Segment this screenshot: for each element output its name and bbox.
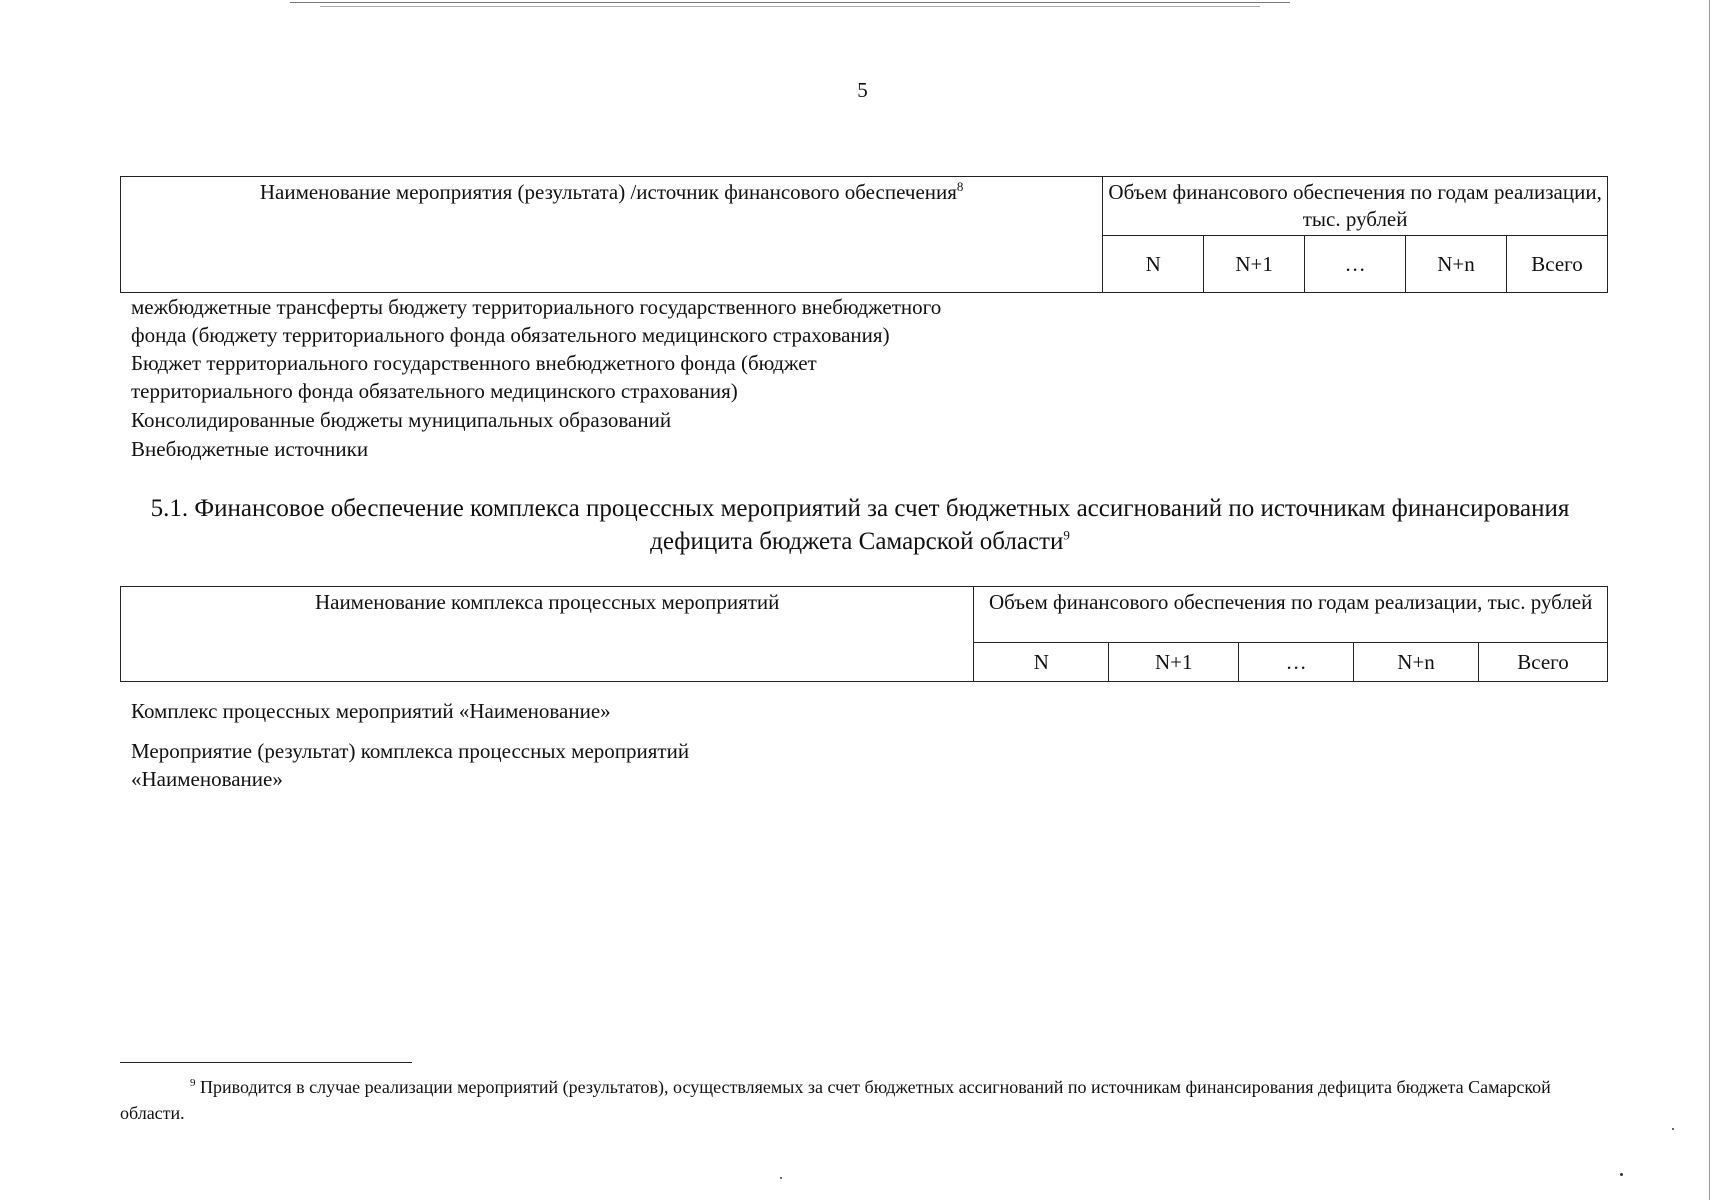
section-heading [140, 492, 1580, 558]
footnote-mark: 9 [1063, 527, 1070, 543]
column-header-year: N+1 [1204, 236, 1305, 293]
column-header-financing-volume: Объем финансового обеспечения по годам реализации, тыс. рублей [974, 587, 1608, 643]
list-item: территориального фонда обязательного медицинского страхования) [131, 379, 738, 403]
list-item: Внебюджетные источники [131, 437, 369, 461]
financing-sources-list [131, 293, 941, 463]
scan-speck [1620, 1173, 1623, 1176]
process-complex-financing-table-header [120, 586, 1608, 682]
column-header-year: N+n [1406, 236, 1507, 293]
list-item: фонда (бюджету территориального фонда обязательного медицинского страхования) [131, 323, 890, 347]
column-header-measure-name [121, 177, 1103, 293]
column-header-year: … [1239, 643, 1354, 682]
column-header-complex-name: Наименование комплекса процессных мероприятий [121, 587, 974, 682]
column-header-year: N+1 [1109, 643, 1239, 682]
header-name-text: Наименование мероприятия (результата) /источник финансового обеспечения [259, 180, 957, 204]
column-header-total: Всего [1506, 236, 1607, 293]
list-item: Консолидированные бюджеты муниципальных образований [131, 408, 672, 432]
scan-speck [1672, 1128, 1674, 1130]
footnote [120, 1074, 1610, 1126]
column-header-year: N+n [1354, 643, 1479, 682]
column-header-year: … [1305, 236, 1406, 293]
footnote-separator [120, 1062, 412, 1063]
section-title: 5.1. Финансовое обеспечение комплекса процессных мероприятий за счет бюджетных ассигнований по источникам финансирования дефицита бюджета Самарской области [150, 495, 1570, 555]
column-header-total: Всего [1479, 643, 1608, 682]
scan-page-edge [1709, 0, 1710, 1200]
scan-edge-line [320, 6, 1260, 7]
footnote-mark: 9 [190, 1077, 196, 1089]
column-header-financing-volume: Объем финансового обеспечения по годам реализации, тыс. рублей [1103, 177, 1608, 236]
scan-speck [780, 1177, 782, 1179]
financing-sources-table-header [120, 176, 1608, 293]
column-header-year: N [1103, 236, 1204, 293]
list-item: «Наименование» [131, 767, 283, 791]
list-item: Комплекс процессных мероприятий «Наименование» [131, 699, 611, 723]
list-item: межбюджетные трансферты бюджету территориального государственного внебюджетного [131, 295, 942, 319]
footnote-text: Приводится в случае реализации мероприятий (результатов), осуществляемых за счет бюджетных ассигнований по источникам финансирования дефицита бюджета Самарской области. [120, 1077, 1551, 1123]
scan-edge-line [290, 2, 1290, 3]
list-item: Мероприятие (результат) комплекса процессных мероприятий [131, 739, 690, 763]
list-item: Бюджет территориального государственного внебюджетного фонда (бюджет [131, 351, 817, 375]
footnote-mark: 8 [956, 179, 964, 194]
process-complex-rows [131, 697, 689, 793]
column-header-year: N [974, 643, 1109, 682]
page-number: 5 [857, 78, 868, 102]
